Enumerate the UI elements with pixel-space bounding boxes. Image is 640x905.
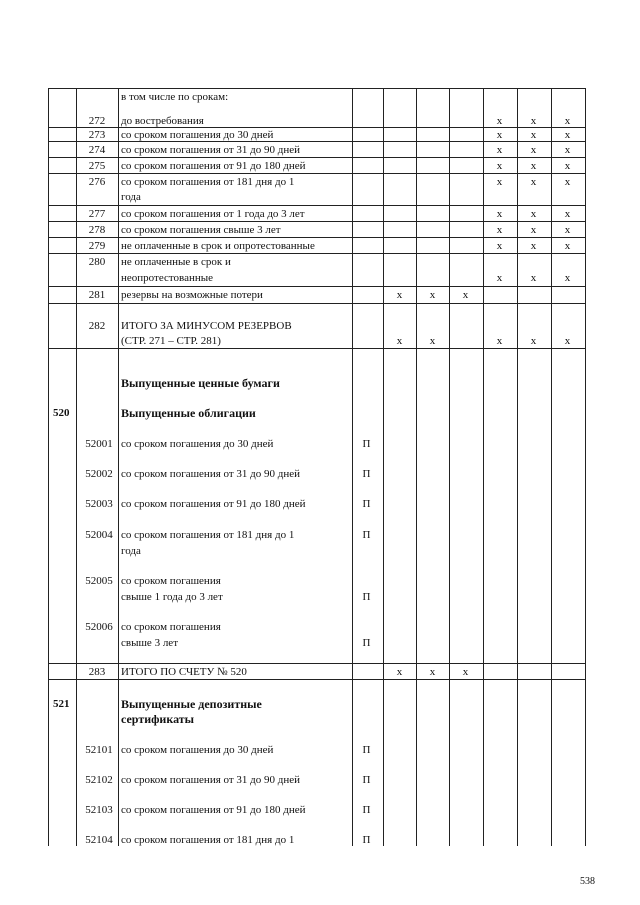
account-code: 52006: [85, 621, 113, 633]
x-mark: x: [496, 272, 503, 284]
account-code: 52001: [85, 438, 113, 450]
line-number: 274: [88, 144, 106, 156]
account-code: 52004: [85, 529, 113, 541]
row-rule: [48, 205, 585, 206]
section-heading: Выпущенные ценные бумаги: [121, 376, 280, 390]
item-description: свыше 1 года до 3 лет: [121, 591, 223, 603]
item-description: со сроком погашения: [121, 621, 221, 633]
balance-sign: П: [362, 468, 371, 480]
item-description: со сроком погашения до 30 дней: [121, 438, 274, 450]
x-mark: x: [564, 208, 571, 220]
row-rule: [48, 286, 585, 287]
x-mark: x: [530, 176, 537, 188]
account-title: сертификаты: [121, 712, 195, 726]
row-description: ИТОГО ЗА МИНУСОМ РЕЗЕРВОВ: [121, 320, 292, 332]
x-mark: x: [530, 160, 537, 172]
x-mark: x: [530, 335, 537, 347]
row-description: со сроком погашения от 1 года до 3 лет: [121, 208, 305, 220]
line-number: 272: [88, 115, 106, 127]
x-mark: x: [564, 160, 571, 172]
x-mark: x: [564, 144, 571, 156]
x-mark: x: [530, 208, 537, 220]
x-mark: x: [496, 224, 503, 236]
x-mark: x: [530, 115, 537, 127]
item-description: со сроком погашения от 31 до 90 дней: [121, 468, 301, 480]
row-description: не оплаченные в срок и опротестованные: [121, 240, 315, 252]
row-description: со сроком погашения до 30 дней: [121, 129, 274, 141]
line-number: 275: [88, 160, 106, 172]
account-code: 52101: [85, 744, 113, 756]
balance-sign: П: [362, 637, 371, 649]
row-description: со сроком погашения свыше 3 лет: [121, 224, 281, 236]
item-description: свыше 3 лет: [121, 637, 178, 649]
row-description: резервы на возможные потери: [121, 289, 263, 301]
item-description: со сроком погашения до 30 дней: [121, 744, 274, 756]
line-number: 273: [88, 129, 106, 141]
x-mark: x: [564, 115, 571, 127]
row-description: до востребования: [121, 115, 204, 127]
item-description: со сроком погашения от 181 дня до 1: [121, 529, 295, 541]
column-rule: [76, 88, 77, 846]
x-mark: x: [462, 666, 469, 678]
column-rule: [517, 88, 518, 846]
item-description: со сроком погашения от 91 до 180 дней: [121, 498, 306, 510]
balance-sign: П: [362, 529, 371, 541]
row-rule: [48, 348, 585, 349]
account-code: 52102: [85, 774, 113, 786]
x-mark: x: [530, 129, 537, 141]
column-rule: [585, 88, 586, 846]
account-code: 52103: [85, 804, 113, 816]
x-mark: x: [396, 289, 403, 301]
x-mark: x: [530, 144, 537, 156]
balance-sign: П: [362, 774, 371, 786]
balance-sign: П: [362, 804, 371, 816]
x-mark: x: [564, 240, 571, 252]
column-rule: [118, 88, 119, 846]
x-mark: x: [496, 335, 503, 347]
page-number: 538: [580, 876, 595, 887]
row-description: года: [121, 191, 141, 203]
x-mark: x: [396, 335, 403, 347]
x-mark: x: [530, 272, 537, 284]
column-rule: [483, 88, 484, 846]
column-rule: [48, 88, 49, 846]
row-description: в том числе по срокам:: [121, 91, 229, 103]
account-code: 52005: [85, 575, 113, 587]
account-title: Выпущенные депозитные: [121, 697, 262, 711]
item-description: со сроком погашения от 91 до 180 дней: [121, 804, 306, 816]
x-mark: x: [429, 666, 436, 678]
row-description: со сроком погашения от 91 до 180 дней: [121, 160, 306, 172]
total-label: ИТОГО ПО СЧЕТУ № 520: [121, 666, 247, 678]
x-mark: x: [530, 224, 537, 236]
row-description: (СТР. 271 – СТР. 281): [121, 335, 221, 347]
x-mark: x: [496, 240, 503, 252]
row-rule: [48, 679, 585, 680]
row-rule: [48, 88, 585, 89]
account-code: 52104: [85, 834, 113, 846]
x-mark: x: [564, 335, 571, 347]
item-description: со сроком погашения от 31 до 90 дней: [121, 774, 301, 786]
balance-sign: П: [362, 591, 371, 603]
x-mark: x: [496, 129, 503, 141]
row-rule: [48, 173, 585, 174]
x-mark: x: [429, 289, 436, 301]
account-code: 52003: [85, 498, 113, 510]
x-mark: x: [564, 272, 571, 284]
x-mark: x: [530, 240, 537, 252]
x-mark: x: [564, 224, 571, 236]
column-rule: [383, 88, 384, 846]
line-number: 279: [88, 240, 106, 252]
column-rule: [416, 88, 417, 846]
row-rule: [48, 157, 585, 158]
line-number: 281: [88, 289, 106, 301]
x-mark: x: [496, 176, 503, 188]
line-number: 282: [88, 320, 106, 332]
balance-sign: П: [362, 834, 371, 846]
x-mark: x: [496, 160, 503, 172]
balance-sign: П: [362, 498, 371, 510]
account-code: 52002: [85, 468, 113, 480]
row-description: со сроком погашения от 31 до 90 дней: [121, 144, 301, 156]
account-title: Выпущенные облигации: [121, 406, 256, 420]
item-description: года: [121, 545, 141, 557]
x-mark: x: [496, 208, 503, 220]
row-rule: [48, 221, 585, 222]
item-description: со сроком погашения от 181 дня до 1: [121, 834, 295, 846]
x-mark: x: [564, 176, 571, 188]
line-number: 278: [88, 224, 106, 236]
line-number: 283: [88, 666, 106, 678]
balance-sign: П: [362, 438, 371, 450]
line-number: 280: [88, 256, 106, 268]
x-mark: x: [496, 144, 503, 156]
row-rule: [48, 253, 585, 254]
line-number: 277: [88, 208, 106, 220]
row-rule: [48, 303, 585, 304]
column-rule: [551, 88, 552, 846]
item-description: со сроком погашения: [121, 575, 221, 587]
account-number: 521: [53, 698, 70, 710]
column-rule: [449, 88, 450, 846]
line-number: 276: [88, 176, 106, 188]
balance-sign: П: [362, 744, 371, 756]
row-description: неопротестованные: [121, 272, 213, 284]
x-mark: x: [462, 289, 469, 301]
row-description: со сроком погашения от 181 дня до 1: [121, 176, 295, 188]
row-description: не оплаченные в срок и: [121, 256, 231, 268]
column-rule: [352, 88, 353, 846]
x-mark: x: [396, 666, 403, 678]
row-rule: [48, 237, 585, 238]
row-rule: [48, 663, 585, 664]
account-number: 520: [53, 407, 70, 419]
x-mark: x: [496, 115, 503, 127]
x-mark: x: [564, 129, 571, 141]
x-mark: x: [429, 335, 436, 347]
